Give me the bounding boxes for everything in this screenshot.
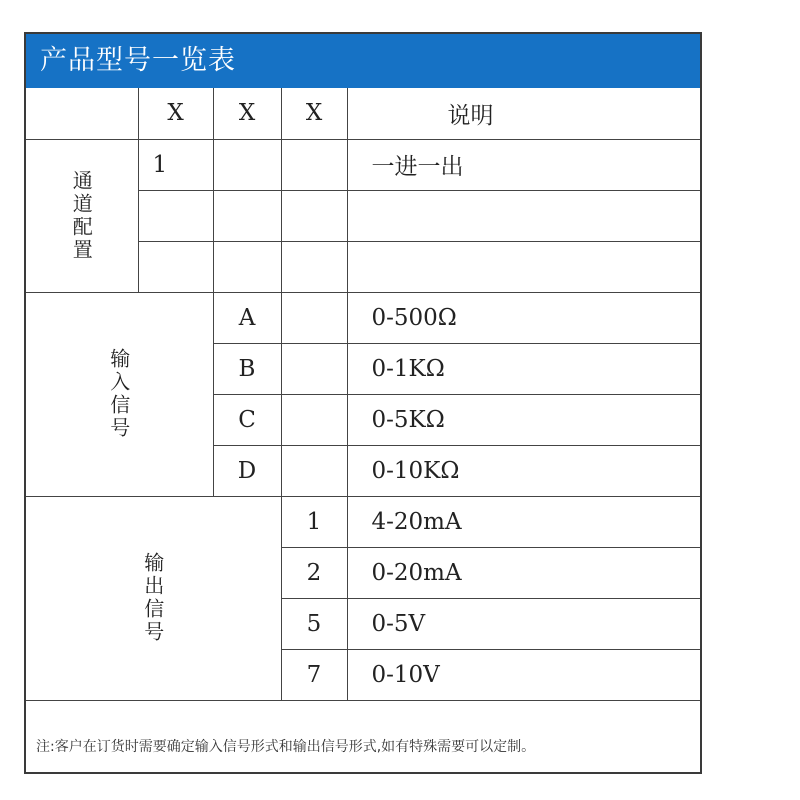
order-note: 注:客户在订货时需要确定输入信号形式和输出信号形式,如有特殊需要可以定制。: [36, 739, 536, 755]
header-x1: X: [138, 88, 213, 139]
input-desc-cell: 0-500Ω: [347, 292, 700, 343]
empty-cell: [281, 190, 347, 241]
output-code-cell: 2: [281, 547, 347, 598]
channel-desc-cell: [347, 241, 700, 292]
output-desc-cell: 4-20mA: [347, 496, 700, 547]
channel-config-label-cell: [26, 139, 138, 292]
output-desc-cell: 0-20mA: [347, 547, 700, 598]
spec-table: [26, 88, 700, 701]
channel-desc-cell: 一进一出: [347, 139, 700, 190]
output-desc-cell: 0-10V: [347, 649, 700, 700]
header-blank-cell: [26, 88, 138, 139]
input-desc-cell: 0-10KΩ: [347, 445, 700, 496]
input-code-cell: C: [213, 394, 281, 445]
output-code-cell: 1: [281, 496, 347, 547]
empty-cell: [281, 292, 347, 343]
channel-code-cell: [138, 190, 213, 241]
empty-cell: [213, 190, 281, 241]
table-title: 产品型号一览表: [26, 34, 700, 88]
input-signal-label: 输入信号: [106, 348, 131, 440]
input-signal-label-cell: [26, 292, 213, 496]
output-code-cell: 7: [281, 649, 347, 700]
table-row: [26, 139, 700, 190]
input-code-cell: D: [213, 445, 281, 496]
header-x2: X: [213, 88, 281, 139]
output-code-cell: 5: [281, 598, 347, 649]
output-signal-label-cell: [26, 496, 281, 700]
channel-code-cell: 1: [138, 139, 213, 190]
input-desc-cell: 0-5KΩ: [347, 394, 700, 445]
input-code-cell: B: [213, 343, 281, 394]
channel-config-label: 通道配置: [69, 169, 94, 262]
empty-cell: [281, 343, 347, 394]
channel-desc-cell: [347, 190, 700, 241]
empty-cell: [281, 445, 347, 496]
product-model-table: [24, 32, 702, 774]
header-x3: X: [281, 88, 347, 139]
output-signal-label: 输出信号: [140, 552, 165, 644]
table-row: [26, 292, 700, 343]
input-code-cell: A: [213, 292, 281, 343]
table-header-row: [26, 88, 700, 139]
table-row: [26, 496, 700, 547]
channel-code-cell: [138, 241, 213, 292]
empty-cell: [213, 241, 281, 292]
output-desc-cell: 0-5V: [347, 598, 700, 649]
header-description: 说明: [347, 88, 700, 139]
empty-cell: [281, 394, 347, 445]
input-desc-cell: 0-1KΩ: [347, 343, 700, 394]
empty-cell: [213, 139, 281, 190]
empty-cell: [281, 241, 347, 292]
empty-cell: [281, 139, 347, 190]
